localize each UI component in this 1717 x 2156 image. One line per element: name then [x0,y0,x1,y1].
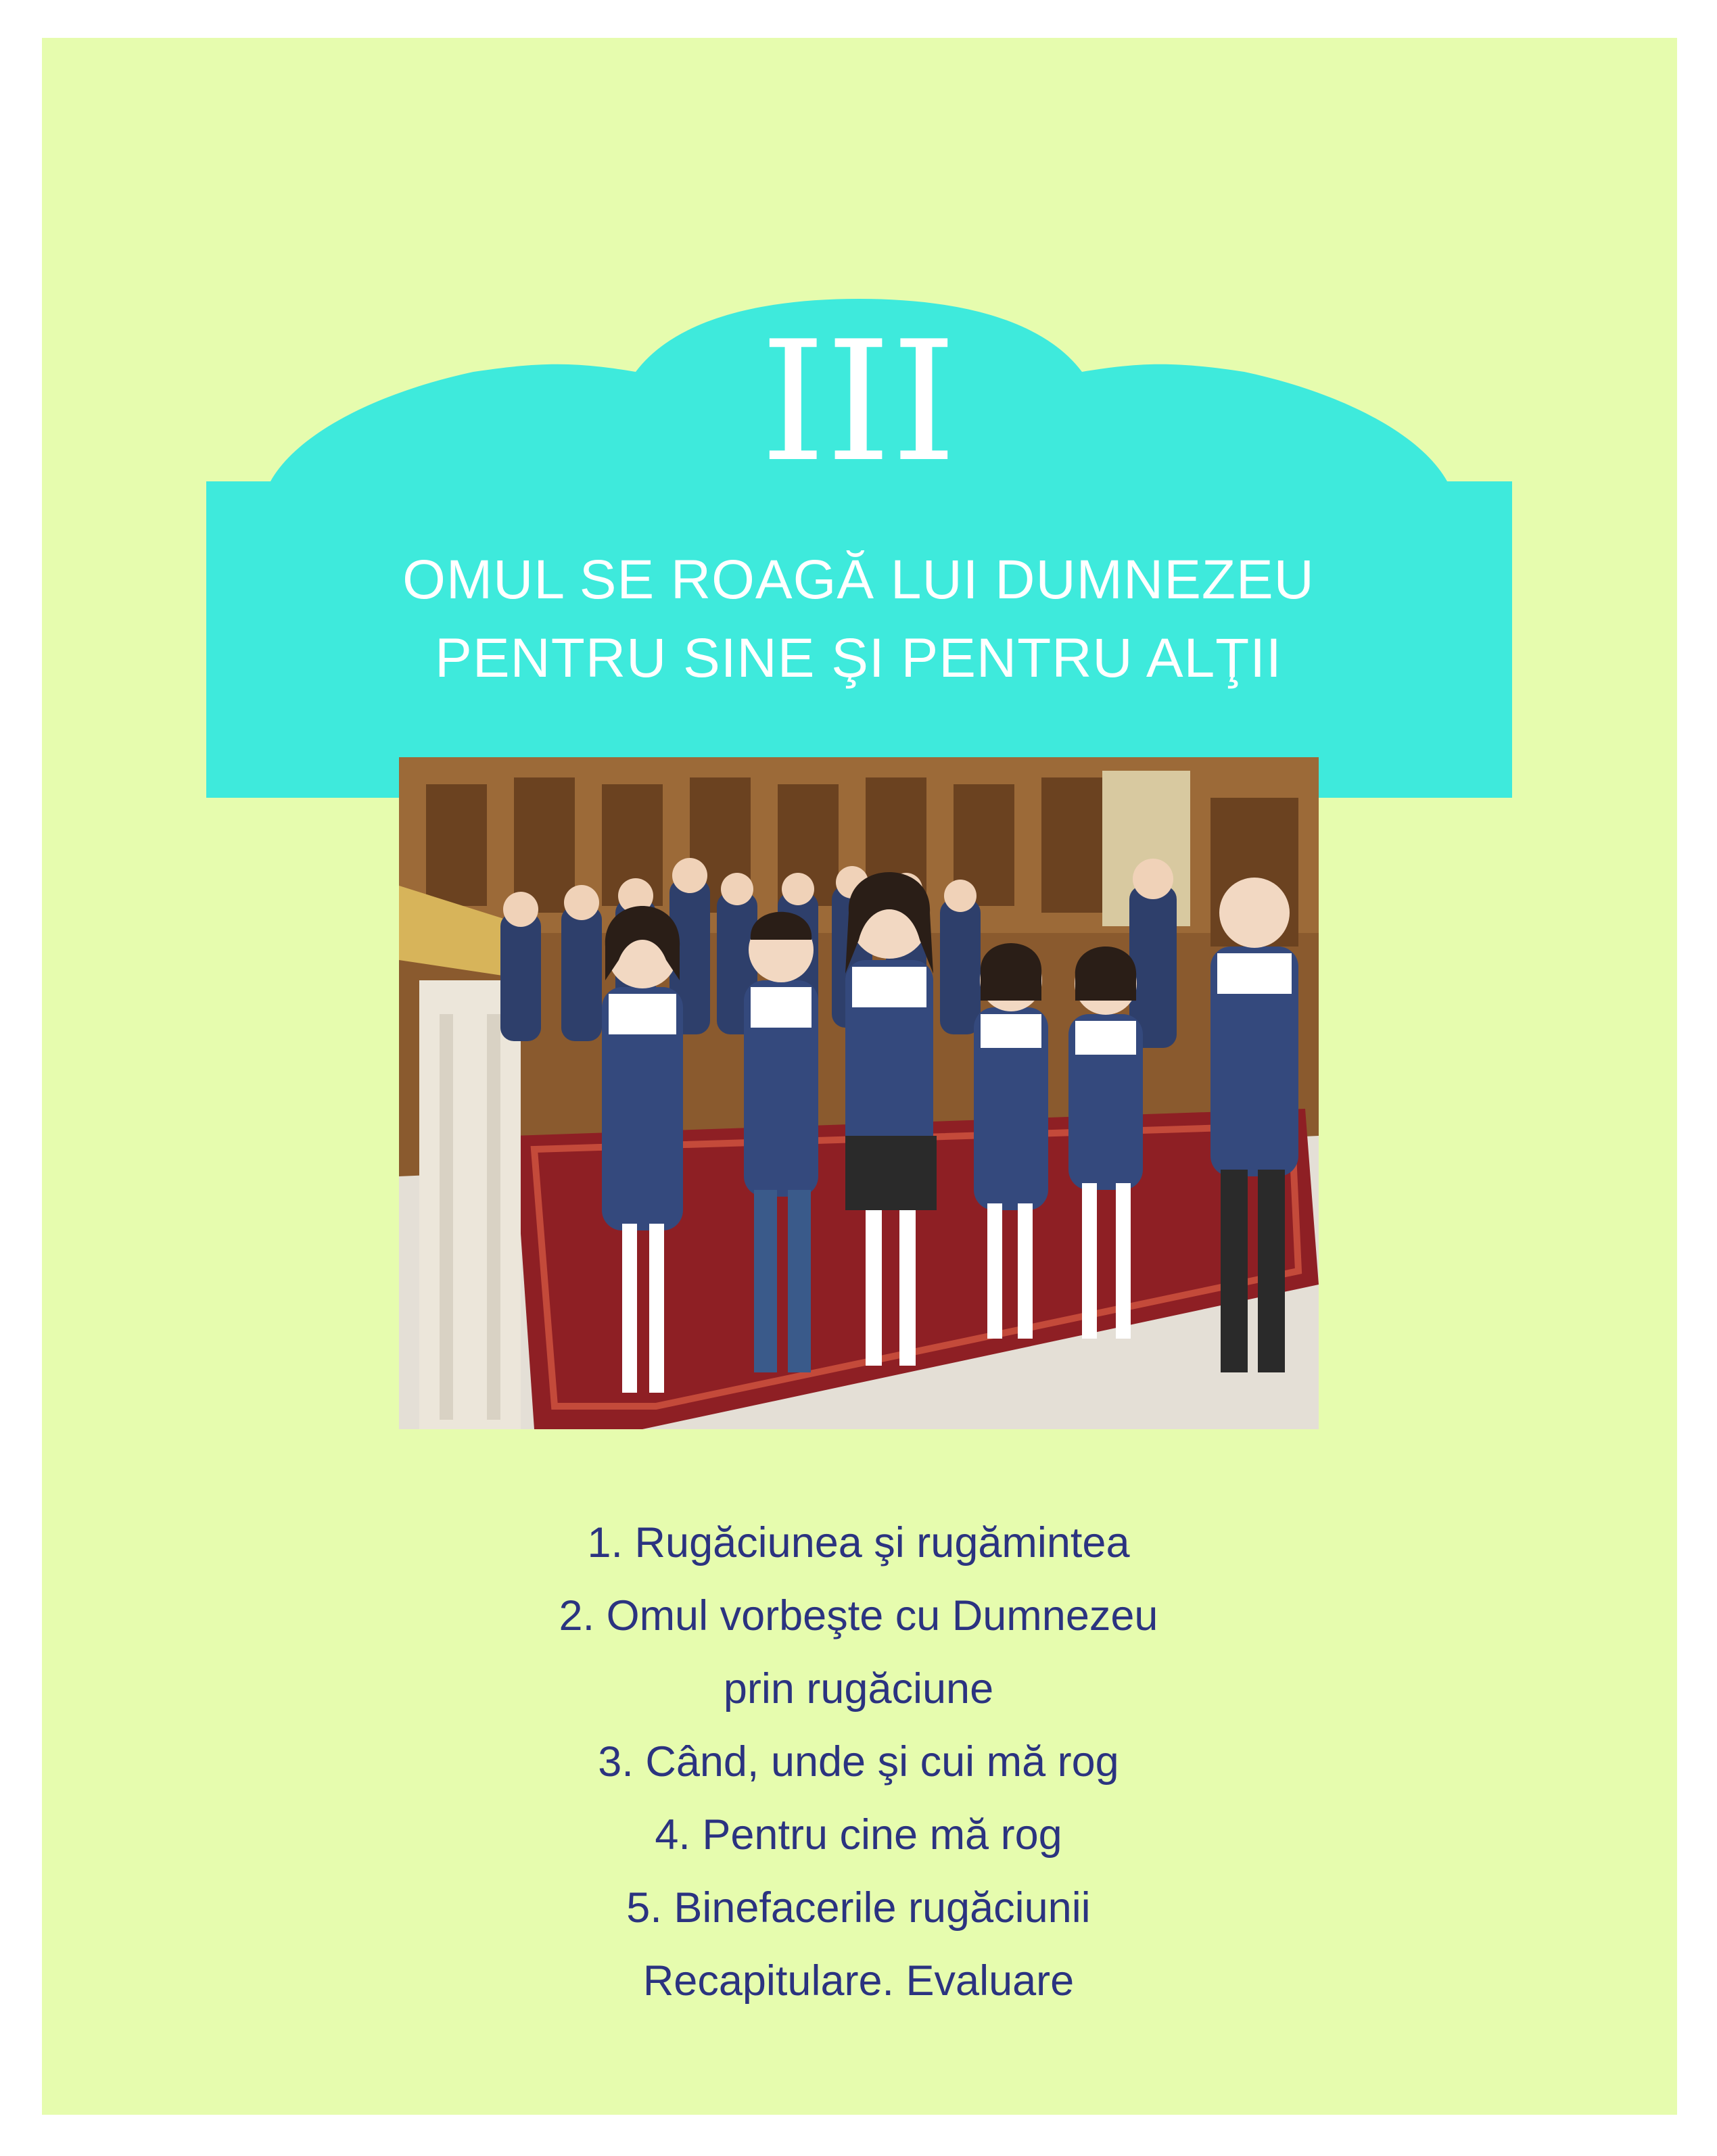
chapter-title-line-1: OMUL SE ROAGĂ LUI DUMNEZEU [402,549,1315,610]
chapter-title [0,541,1717,698]
toc-item: 1. Rugăciunea şi rugămintea [587,1519,1130,1566]
chapter-numeral: III [760,306,957,498]
toc-item: prin rugăciune [723,1665,994,1712]
chapter-title-line-2: PENTRU SINE ŞI PENTRU ALŢII [435,627,1282,689]
toc-item: 2. Omul vorbeşte cu Dumnezeu [559,1592,1158,1639]
table-of-contents [0,1506,1717,2017]
toc-item: 3. Când, unde şi cui mă rog [598,1738,1119,1786]
toc-item: Recapitulare. Evaluare [642,1957,1075,2005]
chapter-photo [399,757,1319,1429]
toc-item: 5. Binefacerile rugăciunii [626,1884,1091,1932]
toc-item: 4. Pentru cine mă rog [655,1811,1062,1859]
